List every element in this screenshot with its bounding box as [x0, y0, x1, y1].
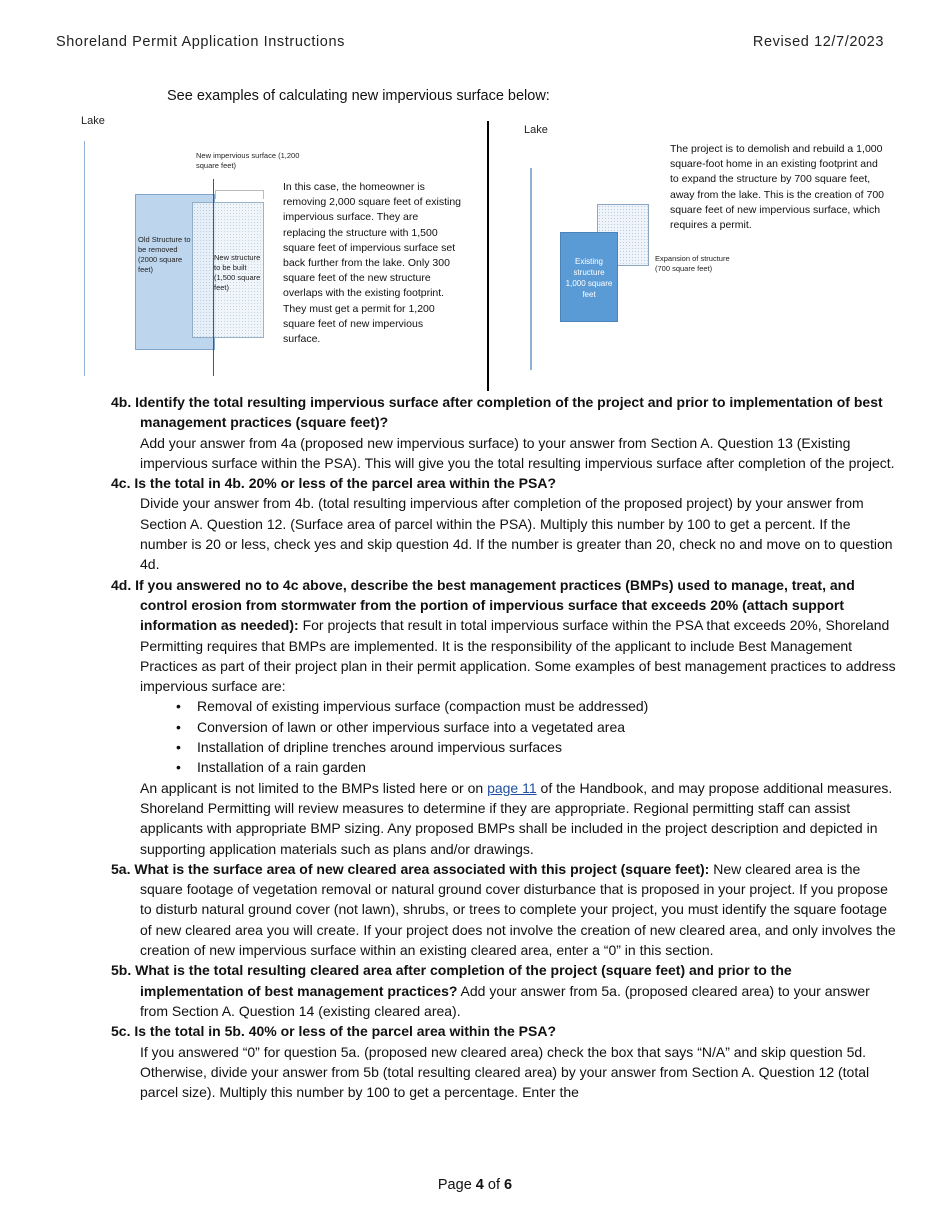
- list-item: • Installation of dripline trenches around impervious surfaces: [197, 737, 897, 757]
- item-5c: [111, 1021, 897, 1102]
- bracket-label: New impervious surface (1,200 square feet): [196, 151, 300, 170]
- page-of: of: [483, 1177, 505, 1193]
- figure-divider: [487, 121, 489, 391]
- item-heading: 5a. What is the surface area of new cleared area associated with this project (square feet):: [111, 860, 710, 877]
- item-heading: 4d. If you answered no to 4c above, describe the best management practices (BMPs) used to manage, treat, and control erosion from stormwater from the portion of impervious surface that exceeds 20% (attach support information as needed):: [111, 576, 855, 634]
- list-item: • Installation of a rain garden: [197, 757, 897, 777]
- old-structure-label: Old Structure to be removed (2000 square feet): [138, 235, 191, 274]
- page-number: [0, 1177, 950, 1193]
- item-body: Add your answer from 4a (proposed new impervious surface) to your answer from Section A. Question 13 (Existing impervious surface within the PSA). This will give you the total resulting impervious surface after completion of the project.: [140, 434, 895, 471]
- lake-line: [84, 141, 85, 376]
- item-heading: 4b. Identify the total resulting impervious surface after completion of the project and prior to implementation of best management practices (square feet)?: [111, 394, 883, 431]
- new-structure-label: New structure to be built (1,500 square feet): [214, 253, 261, 292]
- list-item: • Conversion of lawn or other impervious surface into a vegetated area: [197, 717, 897, 737]
- existing-structure-label: Existing structure 1,000 square feet: [565, 257, 613, 299]
- header-revised: Revised 12/7/2023: [752, 34, 884, 50]
- item-heading: 5c. Is the total in 5b. 40% or less of the parcel area within the PSA?: [111, 1023, 557, 1040]
- item-body: New cleared area is the square footage of vegetation removal or natural ground cover disturbance that is proposed in your project. If you propose to disturb natural ground cover (not lawn), shrubs, or trees to complete your project, you must identify the square footage of new cleared area you will create. If your project does not involve the creation of new cleared area, and only involves the creation of new impervious surface within an existing cleared area, enter a “0” in this section.: [140, 860, 896, 959]
- page-prefix: Page: [437, 1177, 476, 1193]
- item-body: If you answered “0” for question 5a. (proposed new cleared area) check the box that says “N/A” and skip question 5d. Otherwise, divide your answer from 5b (total resulting cleared area) by your answer from Section A. Question 12 (total parcel size). Multiply this number by 100 to get a percentage. Enter the: [140, 1043, 870, 1101]
- page-current: 4: [475, 1177, 484, 1193]
- setback-line: [213, 179, 214, 376]
- item-heading: 4c. Is the total in 4b. 20% or less of the parcel area within the PSA?: [111, 475, 557, 492]
- handbook-page-link[interactable]: page 11: [487, 779, 537, 796]
- item-5b: [111, 960, 897, 1021]
- list-item: • Removal of existing impervious surface (compaction must be addressed): [197, 696, 897, 716]
- after-text: of the Handbook, and may propose additional measures. Shoreland Permitting will review measures to determine if they are appropriate. Regional permitting staff can assist applicants with appropriate BMP sizing. Any proposed BMPs shall be included in the project description and depicted in supporting application materials such as plans and/or drawings.: [140, 779, 893, 857]
- item-body: Add your answer from 5a. (proposed cleared area) to your answer from Section A. Question 14 (existing cleared area).: [140, 982, 870, 1019]
- item-after: [140, 778, 897, 859]
- instructions: [111, 392, 897, 1102]
- bracket-icon: [215, 190, 264, 199]
- after-text: An applicant is not limited to the BMPs listed here or on: [140, 779, 488, 796]
- lake-label: Lake: [81, 115, 105, 127]
- item-body: For projects that result in total impervious surface within the PSA that exceeds 20%, Shoreland Permitting requires that BMPs are implemented. It is the responsibility of the applicant to include Best Management Practices as part of their project plan in their permit application. Some examples of best management practices to address impervious surface are:: [140, 617, 896, 695]
- intro-text: See examples of calculating new impervious surface below:: [167, 88, 550, 104]
- item-4d: [111, 575, 897, 859]
- item-4b: [111, 392, 897, 473]
- item-5a: [111, 859, 897, 960]
- item-4c: [111, 473, 897, 574]
- item-body: Divide your answer from 4b. (total resulting impervious after completion of the proposed project) by your answer from Section A. Question 12. (Surface area of parcel within the PSA). Multiply this number by 100 to get a percent. If the number is 20 or less, check yes and skip question 4d. If the number is greater than 20, check no and move on to question 4d.: [140, 495, 893, 573]
- item-heading: 5b. What is the total resulting cleared area after completion of the project (square feet) and prior to the implementation of best management practices?: [111, 962, 792, 999]
- bmp-list: [140, 696, 897, 777]
- lake-label: Lake: [524, 124, 548, 136]
- page-total: 6: [504, 1177, 513, 1193]
- expansion-label: Expansion of structure (700 square feet): [655, 254, 730, 273]
- header-title: Shoreland Permit Application Instructions: [56, 34, 345, 50]
- left-caption: In this case, the homeowner is removing 2,000 square feet of existing impervious surface. They are replacing the structure with 1,500 square feet of impervious surface set back further from the lake. Only 300 square feet of the new structure overlaps with the existing footprint. They must get a permit for 1,200 square feet of new impervious surface.: [283, 181, 462, 346]
- right-caption: The project is to demolish and rebuild a 1,000 square-foot home in an existing footprint and to expand the structure by 700 square feet, away from the lake. This is the creation of 700 square feet of new impervious surface, which requires a permit.: [670, 143, 884, 232]
- lake-line: [530, 168, 532, 370]
